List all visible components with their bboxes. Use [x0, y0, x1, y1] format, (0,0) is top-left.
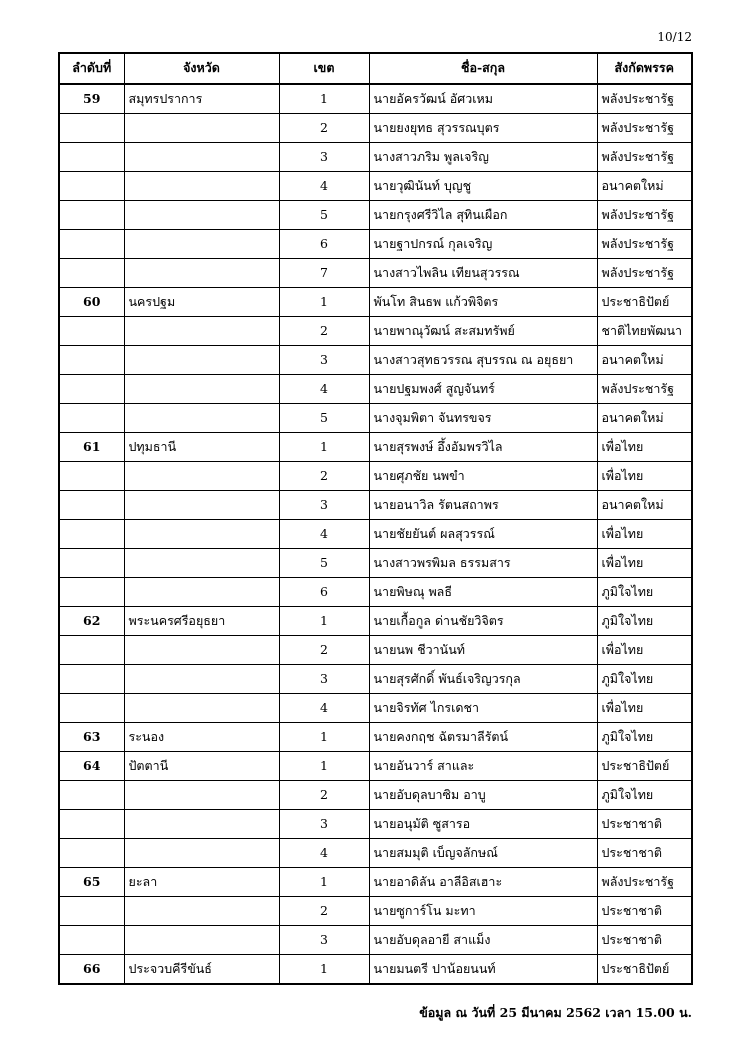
cell-province [124, 665, 279, 694]
cell-party: อนาคตใหม่ [597, 346, 692, 375]
cell-party: ชาติไทยพัฒนา [597, 317, 692, 346]
cell-party: พลังประชารัฐ [597, 375, 692, 404]
cell-province [124, 578, 279, 607]
cell-district: 3 [279, 665, 369, 694]
cell-party: ภูมิใจไทย [597, 723, 692, 752]
table-row [59, 810, 692, 839]
cell-name: นายชัยยันต์ ผลสุวรรณ์ [369, 520, 597, 549]
cell-no [59, 549, 124, 578]
table-row [59, 172, 692, 201]
cell-province [124, 462, 279, 491]
table-row [59, 636, 692, 665]
cell-name: นายพิษณุ พลธี [369, 578, 597, 607]
cell-party: พลังประชารัฐ [597, 84, 692, 114]
cell-district: 4 [279, 520, 369, 549]
cell-no [59, 172, 124, 201]
cell-province [124, 491, 279, 520]
cell-no [59, 810, 124, 839]
table-row [59, 143, 692, 172]
cell-district: 7 [279, 259, 369, 288]
cell-province [124, 230, 279, 259]
table-row [59, 781, 692, 810]
cell-no: 66 [59, 955, 124, 985]
table-row [59, 723, 692, 752]
cell-district: 2 [279, 114, 369, 143]
cell-district: 2 [279, 636, 369, 665]
cell-name: นายซูการ์โน มะทา [369, 897, 597, 926]
cell-district: 2 [279, 462, 369, 491]
cell-name: นายอัครวัฒน์ อัศวเหม [369, 84, 597, 114]
cell-name: นายจิรทัศ ไกรเดชา [369, 694, 597, 723]
table-row [59, 404, 692, 433]
cell-province: ปทุมธานี [124, 433, 279, 462]
header-no: ลำดับที่ [59, 53, 124, 84]
cell-name: นายอับดุลอายี สาแม็ง [369, 926, 597, 955]
cell-party: ประชาชาติ [597, 810, 692, 839]
cell-province [124, 259, 279, 288]
cell-no [59, 665, 124, 694]
cell-no [59, 375, 124, 404]
cell-no: 64 [59, 752, 124, 781]
cell-name: นายวุฒินันท์ บุญชู [369, 172, 597, 201]
cell-party: ประชาชาติ [597, 926, 692, 955]
table-row [59, 491, 692, 520]
table-row [59, 288, 692, 317]
header-province: จังหวัด [124, 53, 279, 84]
cell-province [124, 897, 279, 926]
cell-name: นายอาดิลัน อาลีอิสเฮาะ [369, 868, 597, 897]
table-row [59, 607, 692, 636]
cell-no: 61 [59, 433, 124, 462]
cell-name: นายคงกฤช ฉัตรมาลีรัตน์ [369, 723, 597, 752]
cell-district: 3 [279, 926, 369, 955]
cell-party: เพื่อไทย [597, 694, 692, 723]
cell-district: 4 [279, 694, 369, 723]
cell-no: 62 [59, 607, 124, 636]
cell-district: 1 [279, 868, 369, 897]
table-row [59, 694, 692, 723]
cell-party: ประชาธิปัตย์ [597, 288, 692, 317]
table-row [59, 549, 692, 578]
cell-party: ภูมิใจไทย [597, 607, 692, 636]
table-row [59, 665, 692, 694]
cell-name: นางสาวภริม พูลเจริญ [369, 143, 597, 172]
cell-province [124, 172, 279, 201]
table-row [59, 346, 692, 375]
cell-party: อนาคตใหม่ [597, 404, 692, 433]
cell-name: นายสุรศักดิ์ พันธ์เจริญวรกุล [369, 665, 597, 694]
cell-district: 3 [279, 346, 369, 375]
cell-district: 4 [279, 375, 369, 404]
cell-party: อนาคตใหม่ [597, 491, 692, 520]
cell-name: นางจุมพิตา จันทรขจร [369, 404, 597, 433]
table-row [59, 317, 692, 346]
cell-no [59, 636, 124, 665]
cell-province [124, 375, 279, 404]
cell-district: 5 [279, 404, 369, 433]
cell-no [59, 491, 124, 520]
cell-name: นางสาวพรพิมล ธรรมสาร [369, 549, 597, 578]
cell-name: นายฐาปกรณ์ กุลเจริญ [369, 230, 597, 259]
cell-no [59, 520, 124, 549]
cell-district: 4 [279, 172, 369, 201]
cell-party: ภูมิใจไทย [597, 665, 692, 694]
cell-no [59, 317, 124, 346]
cell-party: เพื่อไทย [597, 549, 692, 578]
cell-name: นายอนาวิล รัตนสถาพร [369, 491, 597, 520]
cell-party: ภูมิใจไทย [597, 578, 692, 607]
cell-no: 65 [59, 868, 124, 897]
cell-province [124, 520, 279, 549]
table-row [59, 375, 692, 404]
cell-party: เพื่อไทย [597, 462, 692, 491]
cell-party: พลังประชารัฐ [597, 868, 692, 897]
table-row [59, 259, 692, 288]
cell-district: 1 [279, 752, 369, 781]
cell-party: พลังประชารัฐ [597, 143, 692, 172]
cell-name: นายมนตรี ปาน้อยนนท์ [369, 955, 597, 985]
page-number: 10/12 [657, 30, 692, 44]
cell-district: 1 [279, 955, 369, 985]
mp-results-table [58, 52, 693, 985]
table-row [59, 897, 692, 926]
cell-district: 2 [279, 317, 369, 346]
cell-no [59, 462, 124, 491]
cell-name: นายอนุมัติ ซูสารอ [369, 810, 597, 839]
cell-province: ระนอง [124, 723, 279, 752]
cell-province [124, 636, 279, 665]
cell-party: พลังประชารัฐ [597, 230, 692, 259]
table-row [59, 868, 692, 897]
table-row [59, 114, 692, 143]
cell-no [59, 926, 124, 955]
header-party: สังกัดพรรค [597, 53, 692, 84]
cell-district: 5 [279, 549, 369, 578]
cell-district: 2 [279, 781, 369, 810]
cell-name: พันโท สินธพ แก้วพิจิตร [369, 288, 597, 317]
table-row [59, 462, 692, 491]
table-row [59, 230, 692, 259]
data-timestamp-note: ข้อมูล ณ วันที่ 25 มีนาคม 2562 เวลา 15.00 น. [419, 1005, 692, 1020]
cell-no: 60 [59, 288, 124, 317]
cell-district: 2 [279, 897, 369, 926]
table-row [59, 84, 692, 114]
cell-province: พระนครศรีอยุธยา [124, 607, 279, 636]
cell-district: 1 [279, 433, 369, 462]
cell-province [124, 317, 279, 346]
cell-party: ประชาชาติ [597, 839, 692, 868]
cell-no [59, 114, 124, 143]
cell-no [59, 897, 124, 926]
cell-province: สมุทรปราการ [124, 84, 279, 114]
table-row [59, 433, 692, 462]
cell-province [124, 346, 279, 375]
cell-province [124, 781, 279, 810]
cell-district: 6 [279, 230, 369, 259]
cell-province [124, 114, 279, 143]
table-header [59, 53, 692, 84]
cell-name: นายปฐมพงศ์ สูญจันทร์ [369, 375, 597, 404]
cell-party: อนาคตใหม่ [597, 172, 692, 201]
cell-name: นายนพ ชีวานันท์ [369, 636, 597, 665]
cell-party: ภูมิใจไทย [597, 781, 692, 810]
cell-no [59, 839, 124, 868]
cell-no [59, 230, 124, 259]
table-body [59, 84, 692, 984]
cell-no: 59 [59, 84, 124, 114]
header-district: เขต [279, 53, 369, 84]
cell-district: 3 [279, 810, 369, 839]
cell-no: 63 [59, 723, 124, 752]
header-name: ชื่อ-สกุล [369, 53, 597, 84]
cell-party: พลังประชารัฐ [597, 114, 692, 143]
cell-name: นางสาวไพลิน เทียนสุวรรณ [369, 259, 597, 288]
cell-party: ประชาธิปัตย์ [597, 752, 692, 781]
cell-province [124, 694, 279, 723]
cell-province: ประจวบคีรีขันธ์ [124, 955, 279, 985]
cell-name: นายศุภชัย นพขำ [369, 462, 597, 491]
cell-name: นายพาณุวัฒน์ สะสมทรัพย์ [369, 317, 597, 346]
cell-province [124, 926, 279, 955]
table-row [59, 578, 692, 607]
table-row [59, 520, 692, 549]
cell-name: นายอันวาร์ สาและ [369, 752, 597, 781]
cell-name: นายอับดุลบาซิม อาบู [369, 781, 597, 810]
cell-province [124, 839, 279, 868]
cell-province: ยะลา [124, 868, 279, 897]
cell-party: ประชาธิปัตย์ [597, 955, 692, 985]
cell-no [59, 143, 124, 172]
cell-name: นายสมมุติ เบ็ญจลักษณ์ [369, 839, 597, 868]
cell-district: 6 [279, 578, 369, 607]
cell-district: 5 [279, 201, 369, 230]
table-row [59, 201, 692, 230]
cell-no [59, 404, 124, 433]
table-row [59, 752, 692, 781]
cell-party: เพื่อไทย [597, 520, 692, 549]
cell-no [59, 201, 124, 230]
cell-province [124, 404, 279, 433]
cell-province [124, 201, 279, 230]
cell-district: 1 [279, 607, 369, 636]
cell-no [59, 259, 124, 288]
cell-party: เพื่อไทย [597, 433, 692, 462]
cell-province [124, 143, 279, 172]
cell-no [59, 694, 124, 723]
cell-no [59, 578, 124, 607]
table-row [59, 955, 692, 985]
cell-district: 1 [279, 84, 369, 114]
cell-no [59, 346, 124, 375]
table-row [59, 926, 692, 955]
cell-no [59, 781, 124, 810]
cell-province [124, 810, 279, 839]
cell-party: พลังประชารัฐ [597, 201, 692, 230]
cell-province: ปัตตานี [124, 752, 279, 781]
cell-district: 1 [279, 288, 369, 317]
cell-party: เพื่อไทย [597, 636, 692, 665]
cell-name: นายกรุงศรีวิไล สุทินเผือก [369, 201, 597, 230]
cell-district: 3 [279, 143, 369, 172]
cell-party: ประชาชาติ [597, 897, 692, 926]
cell-province [124, 549, 279, 578]
cell-district: 1 [279, 723, 369, 752]
cell-name: นายเกื้อกูล ด่านชัยวิจิตร [369, 607, 597, 636]
cell-name: นายยงยุทธ สุวรรณบุตร [369, 114, 597, 143]
cell-province: นครปฐม [124, 288, 279, 317]
cell-name: นายสุรพงษ์ อึ้งอัมพรวิไล [369, 433, 597, 462]
table-row [59, 839, 692, 868]
cell-district: 4 [279, 839, 369, 868]
cell-district: 3 [279, 491, 369, 520]
cell-name: นางสาวสุทธวรรณ สุบรรณ ณ อยุธยา [369, 346, 597, 375]
cell-party: พลังประชารัฐ [597, 259, 692, 288]
